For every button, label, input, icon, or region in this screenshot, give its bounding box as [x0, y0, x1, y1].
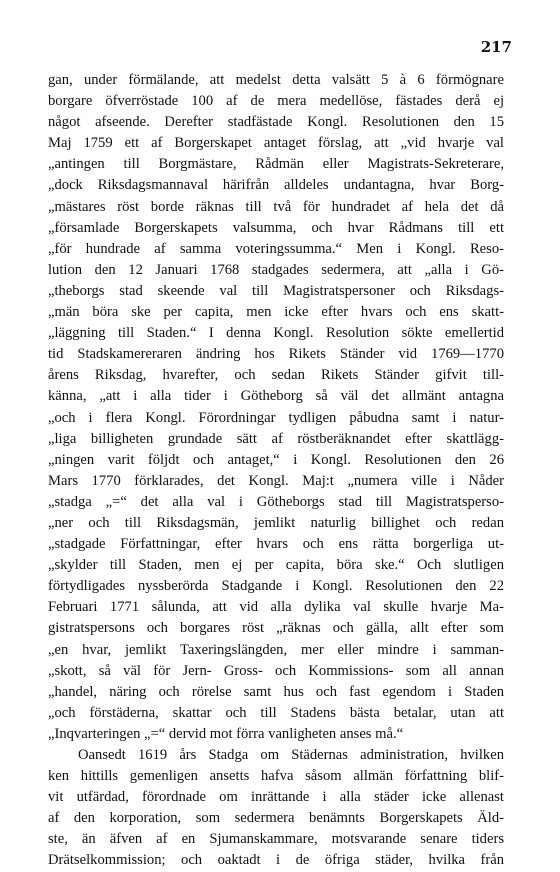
text-line: „theborgs stad skeende val till Magistratspersoner och Riksdags-: [48, 282, 504, 299]
text-line: „handel, näring och rörelse samt hus och fast egendom i Staden: [48, 683, 504, 700]
text-line: „ner och till Riksdagsmän, jemlikt naturlig billighet och redan: [48, 514, 504, 531]
text-line: „dock Riksdagsmannaval härifrån alldeles undantagna, hvar Borg-: [48, 177, 504, 194]
text-line: borgare öfverröstade 100 af de mera medellöse, fästades derå ej: [48, 93, 504, 110]
text-line: årens Riksdag, hvarefter, och sedan Rikets Ständer gifvit till-: [48, 367, 504, 384]
text-line: Oansedt 1619 års Stadga om Städernas administration, hvilken: [78, 747, 504, 763]
text-line: Februari 1771 sålunda, att vid alla dylika val skulle hvarje Ma-: [48, 599, 504, 616]
text-line: gistratspersons och borgares röst „räknas och gälla, allt efter som: [48, 620, 504, 637]
text-line: gan, under förmälande, att medelst detta valsätt 5 à 6 förmögnare: [48, 72, 504, 88]
text-line: vit utfärdad, förordnade om inrättande i alla städer icke allenast: [48, 789, 504, 806]
text-line: „antingen till Borgmästare, Rådmän eller Magistrats-Sekreterare,: [48, 156, 504, 173]
body-text: [48, 70, 504, 872]
text-line: „liga billigheten grundade sätt af röstberäknandet efter skattlägg-: [48, 430, 504, 447]
text-line: „män böra ske per capita, men icke efter hvars och ens skatt-: [48, 304, 504, 321]
text-line: Drätselkommission; och oaktadt i de öfriga städer, hvilka från: [48, 852, 504, 869]
text-line: „skylder till Staden, men ej per capita, böra ske.“ Och slutligen: [48, 557, 504, 574]
text-line: „ningen varit följdt och antaget,“ i Kongl. Resolutionen den 26: [48, 451, 504, 468]
text-line: af den korporation, som sedermera benämnts Borgerskapets Äld-: [48, 810, 504, 827]
text-line: Maj 1759 ett af Borgerskapet antaget förslag, att „vid hvarje val: [48, 135, 504, 152]
text-line: „skott, så väl för Jern- Gross- och Kommissions- som all annan: [48, 662, 504, 679]
text-line: „läggning till Staden.“ I denna Kongl. Resolution sökte emellertid: [48, 325, 504, 342]
text-line: „och förstäderna, skattar och till Stadens bästa betalar, utan att: [48, 704, 504, 721]
text-line: ste, än äfven af en Sjumanskammare, motsvarande senare tiders: [48, 831, 504, 848]
text-line: „stadga „=“ det alla val i Götheborgs stad till Magistratsperso-: [48, 493, 504, 510]
text-line: förtydligades nyssberörda Stadgande i Kongl. Resolutionen den 22: [48, 578, 504, 595]
page-number: 217: [480, 38, 512, 56]
text-line: „mästares röst borde räknas till två för hundradet af hela det då: [48, 198, 504, 215]
text-line: „Inqvarteringen „=“ dervid mot förra vanligheten anses må.“: [48, 725, 404, 742]
text-line: känna, „att i alla tider i Götheborg så väl det allmänt antagna: [48, 388, 504, 405]
text-line: tid Stadskamereraren ändring hos Rikets Ständer vid 1769—1770: [48, 346, 504, 363]
text-line: lution den 12 Januari 1768 stadgades sedermera, att „alla i Gö-: [48, 261, 504, 278]
text-line: „en hvar, jemlikt Taxeringslängden, mer eller mindre i samman-: [48, 641, 504, 658]
text-line: „och i flera Kongl. Förordningar tydligen påbudna samt i natur-: [48, 409, 504, 426]
text-line: „stadgade Författningar, efter hvars och ens rätta borgerliga ut-: [48, 536, 504, 553]
text-line: „för hundrade af samma voteringssumma.“ Men i Kongl. Reso-: [48, 240, 504, 257]
text-line: Mars 1770 förklarades, det Kongl. Maj:t „numera ville i Nåder: [48, 472, 504, 489]
text-line: ken hittills gemenligen ansetts hafva såsom allmän författning blif-: [48, 768, 504, 785]
text-line: något afseende. Derefter stadfästade Kongl. Resolutionen den 15: [48, 114, 504, 131]
text-line: „församlade Borgerskapets valsumma, och hvar Rådmans till ett: [48, 219, 504, 236]
